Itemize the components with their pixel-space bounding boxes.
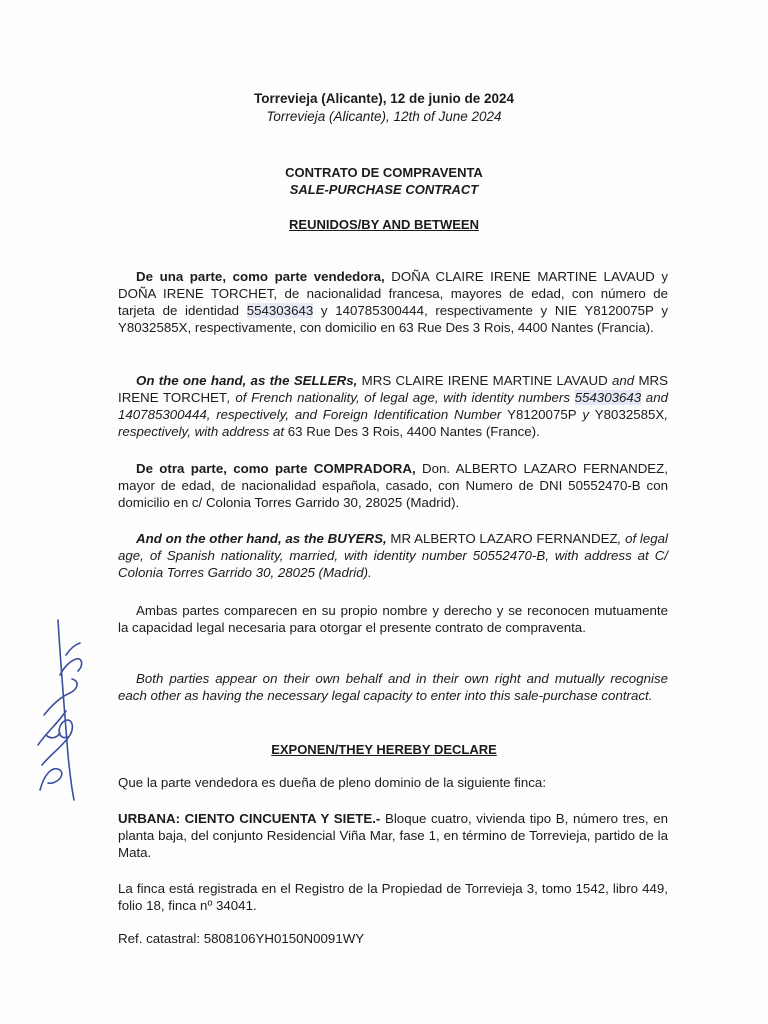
capacity-paragraph-en: Both parties appear on their own behalf and in their own right and mutually recognise each other as having the necessary legal capacity to enter into this sale-purchase contract. (118, 671, 668, 703)
buyer-lead-es: De otra parte, como parte COMPRADORA, (136, 461, 416, 476)
section-heading-parties: REUNIDOS/BY AND BETWEEN (289, 217, 479, 232)
buyer-lead-en: And on the other hand, as the BUYERS, (136, 531, 387, 546)
seller-nie2-en: Y8032585X (594, 407, 665, 422)
seller-name1-en: MRS CLAIRE IRENE MARTINE LAVAUD (357, 373, 612, 388)
buyer-text-en: , of legal age, of Spanish nationality, married, with identity number 50552470-B, with address at C/ Colonia Torres Garrido 30, 28025 (Madrid). (118, 531, 668, 580)
seller-name2-en: MRS IRENE TORCHET (118, 373, 668, 405)
seller-text1-es: DOÑA CLAIRE IRENE MARTINE LAVAUD y DOÑA IRENE TORCHET, de nacionalidad francesa, mayores de edad, con número de tarjeta de identidad (118, 269, 669, 318)
property-text: Bloque cuatro, vivienda tipo B, número tres, en planta baja, del conjunto Residencial Viña Mar, fase 1, en término de Torrevieja, partido de la Mata. (118, 811, 668, 860)
property-paragraph (118, 810, 668, 861)
property-lead: URBANA: CIENTO CINCUENTA Y SIETE.- (118, 811, 381, 826)
place-date-en: Torrevieja (Alicante), 12th of June 2024 (266, 109, 502, 124)
seller-text3-en: , respectively, with address at (118, 407, 669, 439)
declare-intro: Que la parte vendedora es dueña de pleno dominio de la siguiente finca: (118, 775, 547, 790)
seller-id1-es: 554303643 (246, 303, 314, 318)
seller-lead-en: On the one hand, as the SELLERs, (136, 373, 358, 388)
seller-text2-es: y 140785300444, respectivamente y NIE Y8120075P y Y8032585X, respectivamente, con domicilio en 63 Rue Des 3 Rois, 4400 Nantes (Francia). (118, 303, 668, 335)
seller-paragraph-es (118, 268, 668, 336)
seller-text1-en: , of French nationality, of legal age, with identity numbers (227, 390, 575, 405)
cadastral-reference: Ref. catastral: 5808106YH0150N0091WY (118, 931, 365, 946)
seller-text2-en: and 140785300444, respectively, and Foreign Identification Number (118, 390, 668, 422)
seller-and-en: and (612, 373, 635, 388)
capacity-paragraph-es: Ambas partes comparecen en su propio nombre y derecho y se reconocen mutuamente la capacidad legal necesaria para otorgar el presente contrato de compraventa. (118, 603, 668, 635)
buyer-paragraph-es (118, 460, 668, 511)
seller-addr-en: 63 Rue Des 3 Rois, 4400 Nantes (France). (287, 424, 540, 439)
seller-y-en: y (576, 407, 595, 422)
registry-paragraph: La finca está registrada en el Registro de la Propiedad de Torrevieja 3, tomo 1542, libro 449, folio 18, finca nº 34041. (118, 881, 668, 913)
handwritten-signature (30, 615, 90, 805)
title-es: CONTRATO DE COMPRAVENTA (285, 165, 483, 180)
section-heading-declare: EXPONEN/THEY HEREBY DECLARE (271, 742, 497, 757)
buyer-text-es: Don. ALBERTO LAZARO FERNANDEZ, mayor de edad, de nacionalidad española, casado, con Numero de DNI 50552470-B con domicilio en c/ Colonia Torres Garrido 30, 28025 (Madrid). (118, 461, 668, 510)
buyer-paragraph-en (118, 530, 668, 581)
seller-paragraph-en (118, 372, 668, 440)
title-en: SALE-PURCHASE CONTRACT (289, 182, 479, 197)
buyer-name-en: MR ALBERTO LAZARO FERNANDEZ (386, 531, 618, 546)
seller-lead-es: De una parte, como parte vendedora, (136, 269, 385, 284)
seller-nie1-en: Y8120075P (507, 407, 577, 422)
place-date-es: Torrevieja (Alicante), 12 de junio de 2024 (253, 91, 515, 106)
seller-id1-en: 554303643 (574, 390, 642, 405)
